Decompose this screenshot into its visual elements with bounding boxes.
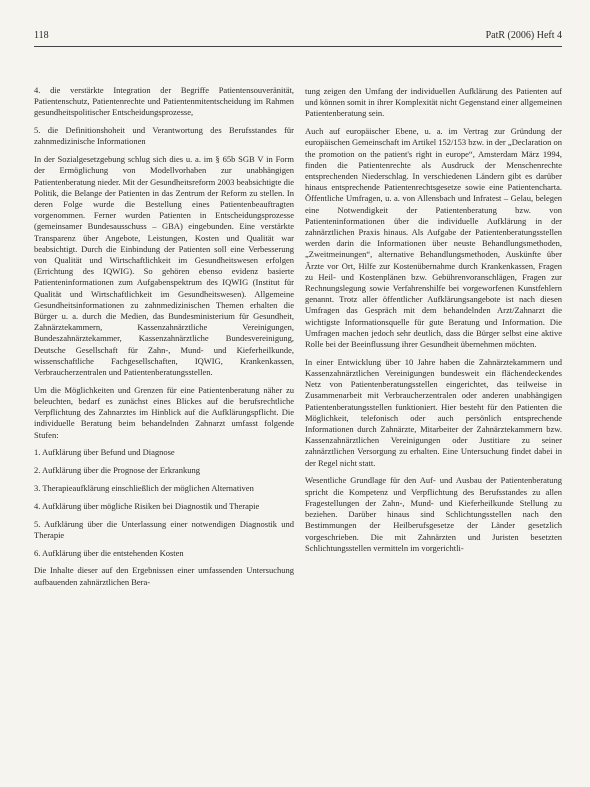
list-item: 1. Aufklärung über Befund und Diagnose: [34, 447, 175, 458]
paragraph: In der Sozialgesetzgebung schlug sich dies u. a. im § 65b SGB V in Form der Ermöglichung von Modellvorhaben zur unabhängigen Patientenberatung nieder. Mit der Gesundheitsreform 2003 beabsichtigte die Politik, die Belange der Patienten in das Zentrum der Reform zu stellen. In deren Folge wurde die Bestellung eines Patientenbeauftragten vorgenommen. Ferner wurden Patienten in Entscheidungsprozesse (gemeinsamer Bundesausschuss – GBA) eingebunden. Eine verstärkte Transparenz über Angebote, Leistungen, Kosten und Qualität war beabsichtigt. Durch die Einbindung der Patienten soll eine Verbesserung von Qualität und Wirtschaftlichkeit im Gesundheitswesen erfolgen (Errichtung des IQWIG). So gehören ebenso evidenz basierte Patienteninformationen zum Aufgabenspektrum des IQWIG (Institut für Qualität und Wirtschaftlichkeit im Gesundheitswesen). Allgemeine Gesundheitsinformationen zu zahnmedizinischen Themen erhalten die Bürger u. a. durch die Medien, das Bundesministerium für Gesundheit, Zahnärztekammern, Kassenzahnärztliche Vereinigungen, Bundeszahnärztekammer, Kassenzahnärztliche Bundesvereinigung, Deutsche Gesellschaft für Zahn-, Mund- und Kieferheilkunde, wissenschaftliche Fachgesellschaften, IQWIG, Krankenkassen, Verbraucherzentralen und Patientenberatungsstellen.: [34, 154, 294, 378]
left-column: [34, 85, 294, 588]
list-item: 4. die verstärkte Integration der Begriffe Patientensouveränität, Patientenschutz, Patientenrechte und Patientenmitentscheidung im Rahmen gesundheitspolitischer Entscheidungsprozesse,: [34, 85, 294, 118]
paragraph: tung zeigen den Umfang der individuellen Aufklärung des Patienten auf und können somit in ihrer Komplexität nicht Gegenstand einer allgemeinen Patientenberatung sein.: [305, 86, 562, 119]
list-item: 4. Aufklärung über mögliche Risiken bei Diagnostik und Therapie: [34, 500, 260, 511]
header-rule: [34, 46, 562, 47]
paragraph: Wesentliche Grundlage für den Auf- und Ausbau der Patientenberatung spricht die Kompetenz und Verpflichtung des Berufsstandes zu allen Fragestellungen der Zahn-, Mund- und Kieferheilkunde Stellung zu beziehen. Darüber hinaus sind Schlichtungsstellen nach den Bestimmungen der Heilberufsgesetze der Länder gesetzlich vorgeschrieben. Die mit Zahnärzten und Juristen besetzten Schlichtungsstellen vermitteln im vorgerichtli-: [305, 475, 562, 553]
list-item: 3. Therapieaufklärung einschließlich der möglichen Alternativen: [34, 483, 254, 494]
paragraph: Die Inhalte dieser auf den Ergebnissen einer umfassenden Untersuchung aufbauenden zahnärztlichen Bera-: [34, 565, 294, 587]
list-item: 5. Aufklärung über die Unterlassung einer notwendigen Diagnostik und Therapie: [34, 518, 294, 540]
list-item: 2. Aufklärung über die Prognose der Erkrankung: [34, 465, 200, 476]
page-header: [34, 30, 562, 46]
list-item: 6. Aufklärung über die entstehenden Kosten: [34, 547, 184, 558]
journal-issue: PatR (2006) Heft 4: [485, 30, 562, 41]
right-column: [305, 86, 562, 554]
paragraph: Auch auf europäischer Ebene, u. a. im Vertrag zur Gründung der europäischen Gemeinschaft im Artikel 152/153 bzw. in der „Declaration on the promotion on the patient's right in europe“, Amsterdam März 1994, finden die Patientenrechte als Ausdruck der Menschenrechte entsprechenden Niederschlag. In verschiedenen Ländern gibt es darüber hinaus entsprechende Patientenrechtsgesetze sowie eine Patientencharta. Öffentliche Umfragen, u. a. von Allensbach und Infratest – Gelau, belegen eine Notwendigkeit der Patientenberatung bzw. von Patienteninformationen über die individuelle Aufklärung in der zahnärztlichen Praxis hinaus. Als Aufgabe der Patientenberatungsstellen werden darin die Informationen über neuste Behandlungsmethoden, „Zweitmeinungen“, alternative Behandlungsmethoden, Auskünfte über Ärzte vor Ort, Hilfe zur Kostenübernahme durch Krankenkassen, Fragen zu Heil- und Kostenplänen bzw. Gebührenvoranschlägen, Fragen zur Rechnungslegung sowie Verfahrenshilfe bei vorgeworfenen Kunstfehlern genannt. Trotz aller öffentlicher Aufklärungsangebote ist nach diesen Umfragen das Gespräch mit dem behandelnden Arzt/Zahnarzt die wichtigste Informationsquelle für gute Beratung und Information. Die Umfragen machen jedoch sehr deutlich, dass die Bürger selbst eine aktive Rolle bei der Beeinflussung ihrer Gesundheit übernehmen möchten.: [305, 126, 562, 350]
list-item: 5. die Definitionshoheit und Verantwortung des Berufsstandes für zahnmedizinische Informationen: [34, 125, 294, 147]
page-number: 118: [34, 30, 49, 41]
paragraph: In einer Entwicklung über 10 Jahre haben die Zahnärztekammern und Kassenzahnärztlichen Vereinigungen bundesweit ein flächendeckendes Netz von Patientenberatungsstellen eingerichtet, das teilweise in Zusammenarbeit mit Verbraucherzentralen oder anderen unabhängigen Patientenberatungsstellen funktioniert. Hier besteht für den Patienten die Möglichkeit, telefonisch oder auch persönlich entsprechende Informationen durch Zahnärzte, Mitarbeiter der Zahnärztekammern bzw. Kassenzahnärztlichen Vereinigungen oder Justitiare zu seiner zahnärztlichen Versorgung zu erhalten. Eine Untersuchung findet dabei in der Regel nicht statt.: [305, 356, 562, 468]
paragraph: Um die Möglichkeiten und Grenzen für eine Patientenberatung näher zu beleuchten, bedarf es zunächst eines Blickes auf die berufsrechtliche Verpflichtung des Zahnarztes im Hinblick auf die Aufklärungspflicht. Die individuelle Beratung beim behandelnden Zahnarzt umfasst folgende Stufen:: [34, 384, 294, 440]
